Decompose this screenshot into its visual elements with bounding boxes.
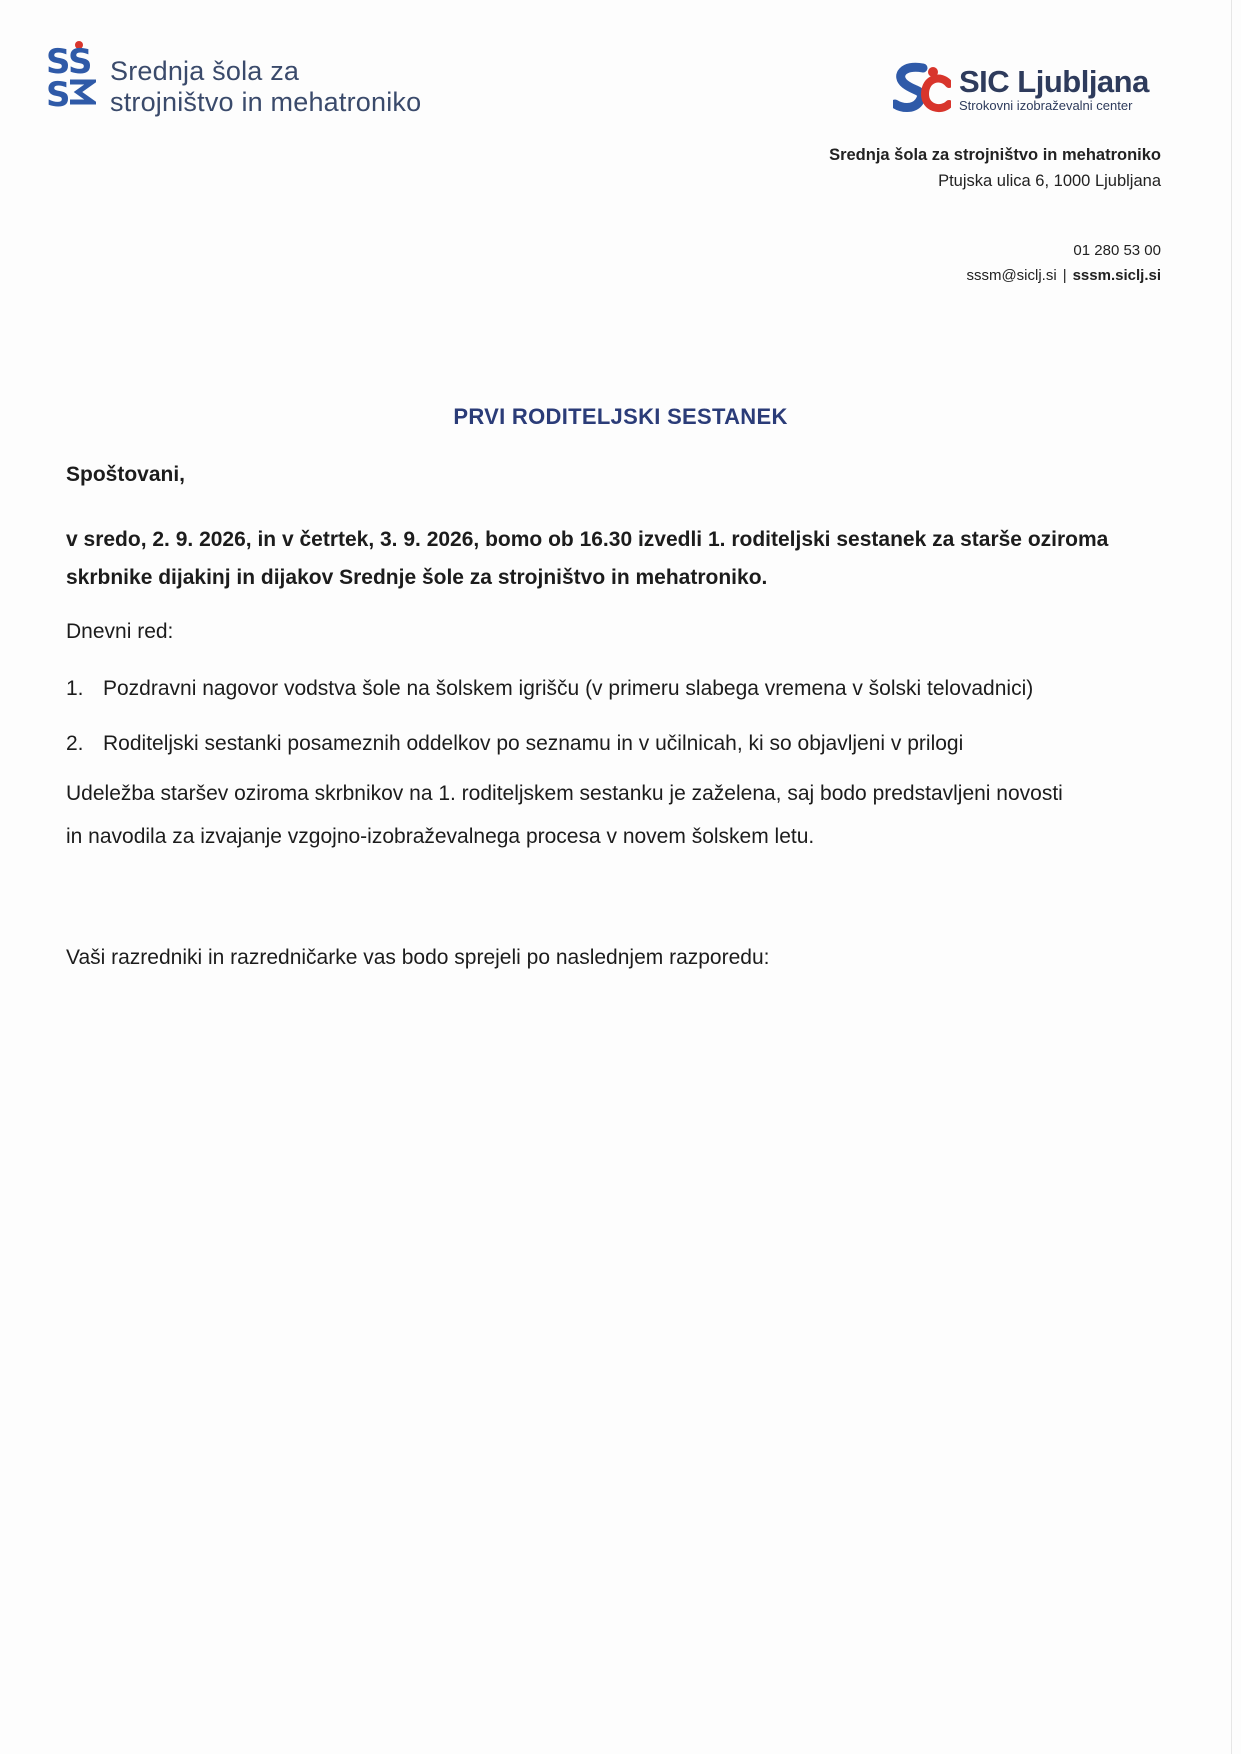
contact-block <box>966 238 1161 288</box>
svg-text:S: S <box>68 42 93 82</box>
school-name <box>110 56 421 118</box>
sic-logo-icon <box>893 62 951 116</box>
school-name-line2: strojništvo in mehatroniko <box>110 87 422 117</box>
address-block <box>829 142 1161 194</box>
agenda-item <box>66 677 1166 701</box>
address-name: Srednja šola za strojništvo in mehatroniko <box>829 146 1161 164</box>
svg-text:S: S <box>46 42 71 82</box>
agenda-item-text: Pozdravni nagovor vodstva šole na šolskem igrišču (v primeru slabega vremena v šolski telovadnici) <box>103 677 1034 700</box>
agenda-item-text: Roditeljski sestanki posameznih oddelkov po seznamu in v učilnicah, ki so objavljeni v prilogi <box>103 732 964 755</box>
website-link[interactable]: sssm.siclj.si <box>1072 267 1161 284</box>
email-link[interactable]: sssm@siclj.si <box>966 267 1057 284</box>
agenda-label: Dnevni red: <box>66 620 174 643</box>
letter-title: PRVI RODITELJSKI SESTANEK <box>453 404 788 429</box>
address-street: Ptujska ulica 6, 1000 Ljubljana <box>938 172 1161 190</box>
agenda-item-number: 1. <box>66 677 84 700</box>
scan-edge <box>1231 0 1232 1754</box>
note-line-2: in navodila za izvajanje vzgojno-izobraževalnega procesa v novem šolskem letu. <box>66 825 815 848</box>
agenda-item-number: 2. <box>66 732 84 755</box>
intro-line-1: v sredo, 2. 9. 2026, in v četrtek, 3. 9. 2026, bomo ob 16.30 izvedli 1. roditeljski sestanek za starše oziroma <box>66 528 1109 551</box>
sic-logo <box>893 62 1149 116</box>
contact-separator: | <box>1062 267 1067 284</box>
intro-line-2: skrbnike dijakinj in dijakov Srednje šole za strojništvo in mehatroniko. <box>66 566 768 589</box>
note-line-1: Udeležba staršev oziroma skrbnikov na 1. roditeljskem sestanku je zaželena, saj bodo predstavljeni novosti <box>66 782 1063 805</box>
closing-line: Vaši razredniki in razredničarke vas bodo sprejeli po naslednjem razporedu: <box>66 946 770 969</box>
phone: 01 280 53 00 <box>1073 242 1161 259</box>
school-logo <box>46 40 421 118</box>
school-name-line1: Srednja šola za <box>110 56 300 86</box>
agenda-item <box>66 732 1166 756</box>
svg-text:S: S <box>46 75 71 110</box>
greeting: Spoštovani, <box>66 463 186 486</box>
sic-name: SIC Ljubljana <box>959 63 1149 99</box>
sic-subtitle: Strokovni izobraževalni center <box>959 97 1133 113</box>
sssm-logo-icon <box>46 40 96 110</box>
